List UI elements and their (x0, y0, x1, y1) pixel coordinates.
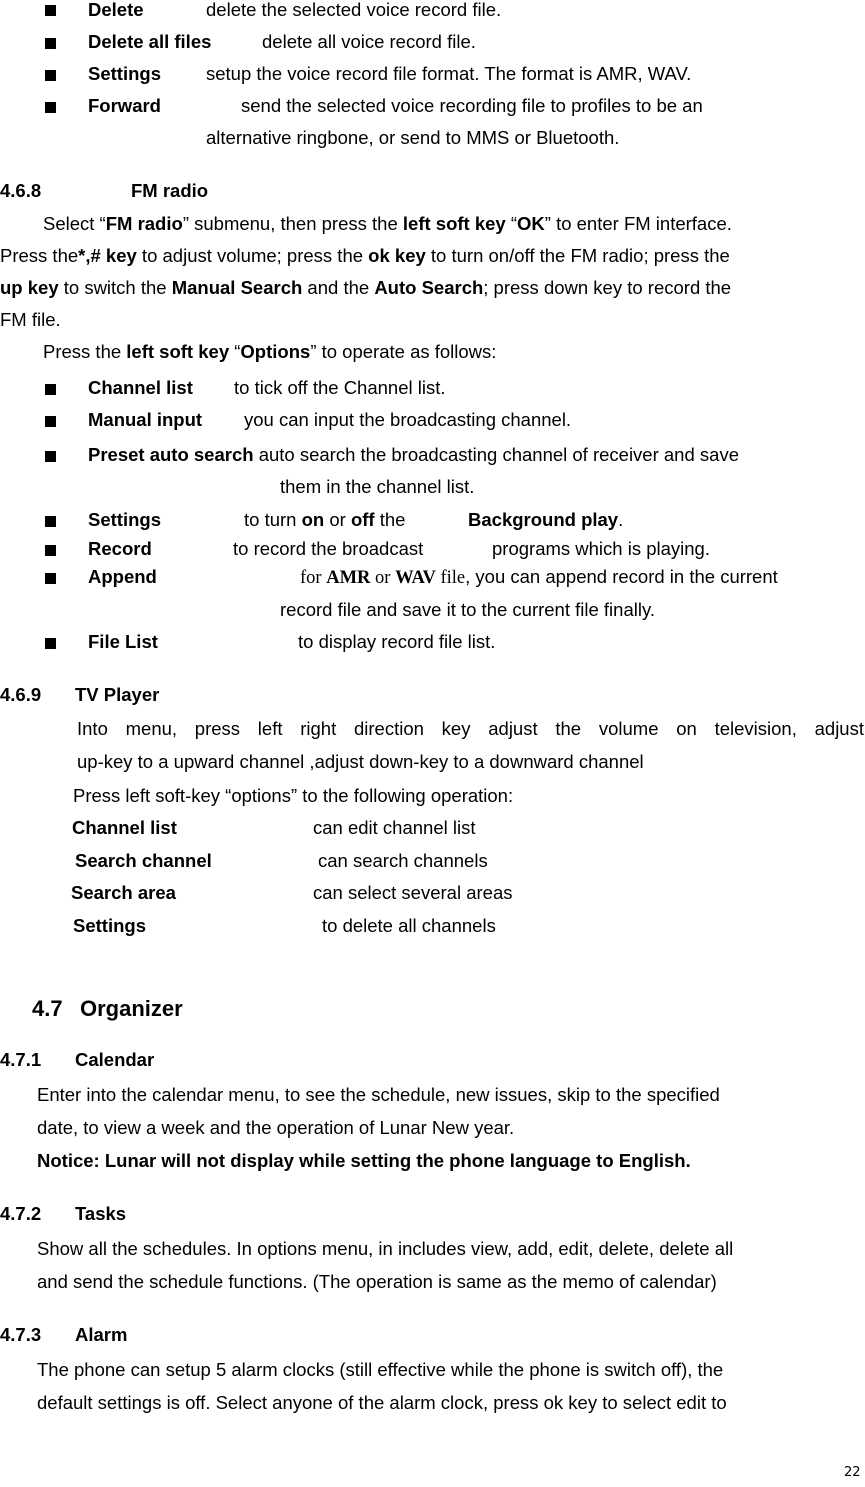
tv-option-term: Settings (73, 915, 146, 936)
text-bold: Manual Search (171, 277, 303, 298)
tv-option-desc: can edit channel list (313, 817, 476, 838)
text: Press the (43, 341, 127, 362)
bullet-icon (45, 416, 56, 427)
option-term: Record (88, 538, 152, 559)
text: “ (505, 213, 518, 234)
option-term: Delete all files (88, 31, 212, 52)
bullet-icon (45, 638, 56, 649)
tv-options-intro: Press left soft-key “options” to the following operation: (73, 785, 514, 806)
text-bold: AMR (326, 568, 371, 588)
calendar-paragraph-line: date, to view a week and the operation of Lunar New year. (37, 1117, 515, 1138)
text-bold: Options (240, 341, 311, 362)
section-title: TV Player (75, 684, 160, 705)
text: for (300, 568, 327, 588)
option-desc-cont: record file and save it to the current file finally. (280, 599, 655, 620)
text: to switch the (58, 277, 172, 298)
text: . (618, 509, 624, 530)
text: “ (229, 341, 241, 362)
text-bold: Background play (468, 509, 619, 530)
text-bold: Auto Search (374, 277, 484, 298)
bullet-icon (45, 516, 56, 527)
chapter-title: Organizer (80, 996, 183, 1021)
text-bold: WAV (395, 568, 436, 588)
fm-paragraph-line (0, 245, 730, 267)
option-desc: to display record file list. (298, 631, 496, 652)
text: Press the (0, 245, 79, 266)
tv-option-desc: can search channels (318, 850, 488, 871)
tasks-paragraph-line: Show all the schedules. In options menu, in includes view, add, edit, delete, delete all (37, 1238, 734, 1259)
text: ; press down key to record the (483, 277, 732, 298)
option-term: File List (88, 631, 158, 652)
fm-options-intro (43, 341, 496, 363)
option-term: Forward (88, 95, 161, 116)
option-line (88, 444, 739, 466)
bullet-icon (45, 5, 56, 16)
section-number: 4.7.1 (0, 1049, 42, 1070)
text: to turn on/off the FM radio; press the (425, 245, 730, 266)
text: to turn (244, 509, 302, 530)
text: or (370, 568, 396, 588)
tv-option-desc: to delete all channels (322, 915, 496, 936)
option-term: Append (88, 566, 157, 587)
option-term: Delete (88, 0, 144, 20)
option-desc: you can input the broadcasting channel. (244, 409, 572, 430)
option-desc: programs which is playing. (492, 538, 710, 559)
section-title: Calendar (75, 1049, 155, 1070)
option-desc: to record the broadcast (233, 538, 424, 559)
option-desc (468, 509, 623, 531)
section-number: 4.6.8 (0, 180, 42, 201)
bullet-icon (45, 102, 56, 113)
tv-option-term: Channel list (72, 817, 177, 838)
text-bold: left soft key (126, 341, 230, 362)
bullet-icon (45, 573, 56, 584)
bullet-icon (45, 38, 56, 49)
text: the (374, 509, 406, 530)
tv-paragraph-line: up-key to a upward channel ,adjust down-key to a downward channel (77, 751, 644, 772)
option-term: Manual input (88, 409, 203, 430)
chapter-number: 4.7 (32, 996, 63, 1021)
option-desc: setup the voice record file format. The format is AMR, WAV. (206, 63, 692, 84)
tv-option-term: Search area (71, 882, 176, 903)
option-desc: send the selected voice recording file to profiles to be an (241, 95, 703, 116)
section-title: Alarm (75, 1324, 128, 1345)
text: file (435, 568, 466, 588)
bullet-icon (45, 545, 56, 556)
section-number: 4.7.2 (0, 1203, 42, 1224)
option-desc: to tick off the Channel list. (234, 377, 446, 398)
section-title: Tasks (75, 1203, 127, 1224)
text-bold: left soft key (402, 213, 506, 234)
text-bold: OK (517, 213, 545, 234)
tv-option-term: Search channel (75, 850, 212, 871)
bullet-icon (45, 70, 56, 81)
text: to adjust volume; press the (136, 245, 369, 266)
option-desc: auto search the broadcasting channel of receiver and save (258, 444, 739, 465)
alarm-paragraph-line: default settings is off. Select anyone of the alarm clock, press ok key to select edit to (37, 1392, 727, 1413)
text-bold: FM radio (105, 213, 183, 234)
text: ” to enter FM interface. (544, 213, 732, 234)
option-term: Channel list (88, 377, 193, 398)
section-number: 4.7.3 (0, 1324, 42, 1345)
alarm-paragraph-line: The phone can setup 5 alarm clocks (still effective while the phone is switch off), the (37, 1359, 724, 1380)
option-desc: delete all voice record file. (262, 31, 476, 52)
text: and the (302, 277, 375, 298)
text: ” to operate as follows: (310, 341, 497, 362)
option-desc (300, 566, 778, 589)
fm-paragraph-line (43, 213, 732, 235)
page-number: 22 (844, 1465, 861, 1480)
text: ” submenu, then press the (182, 213, 403, 234)
text-bold: *,# key (78, 245, 137, 266)
bullet-icon (45, 384, 56, 395)
section-number: 4.6.9 (0, 684, 42, 705)
option-term: Settings (88, 509, 161, 530)
fm-paragraph-line (0, 277, 731, 299)
option-desc-cont: alternative ringbone, or send to MMS or Bluetooth. (206, 127, 620, 148)
tasks-paragraph-line: and send the schedule functions. (The operation is same as the memo of calendar) (37, 1271, 717, 1292)
option-desc (244, 509, 405, 531)
text-bold: up key (0, 277, 59, 298)
option-term: Settings (88, 63, 161, 84)
fm-paragraph-line: FM file. (0, 309, 61, 330)
text: Select “ (43, 213, 106, 234)
text: , you can append record in the current (465, 566, 778, 587)
text-bold: off (350, 509, 375, 530)
text-bold: ok key (368, 245, 426, 266)
calendar-paragraph-line: Enter into the calendar menu, to see the schedule, new issues, skip to the specified (37, 1084, 720, 1105)
text: or (324, 509, 351, 530)
section-title: FM radio (131, 180, 209, 201)
text-bold: on (301, 509, 325, 530)
tv-option-desc: can select several areas (313, 882, 513, 903)
calendar-notice: Notice: Lunar will not display while setting the phone language to English. (37, 1150, 691, 1171)
option-desc: delete the selected voice record file. (206, 0, 502, 20)
tv-paragraph-line: Into menu, press left right direction key adjust the volume on television, adjust (77, 718, 864, 739)
bullet-icon (45, 451, 56, 462)
option-desc-cont: them in the channel list. (280, 476, 475, 497)
option-term: Preset auto search (88, 444, 254, 465)
